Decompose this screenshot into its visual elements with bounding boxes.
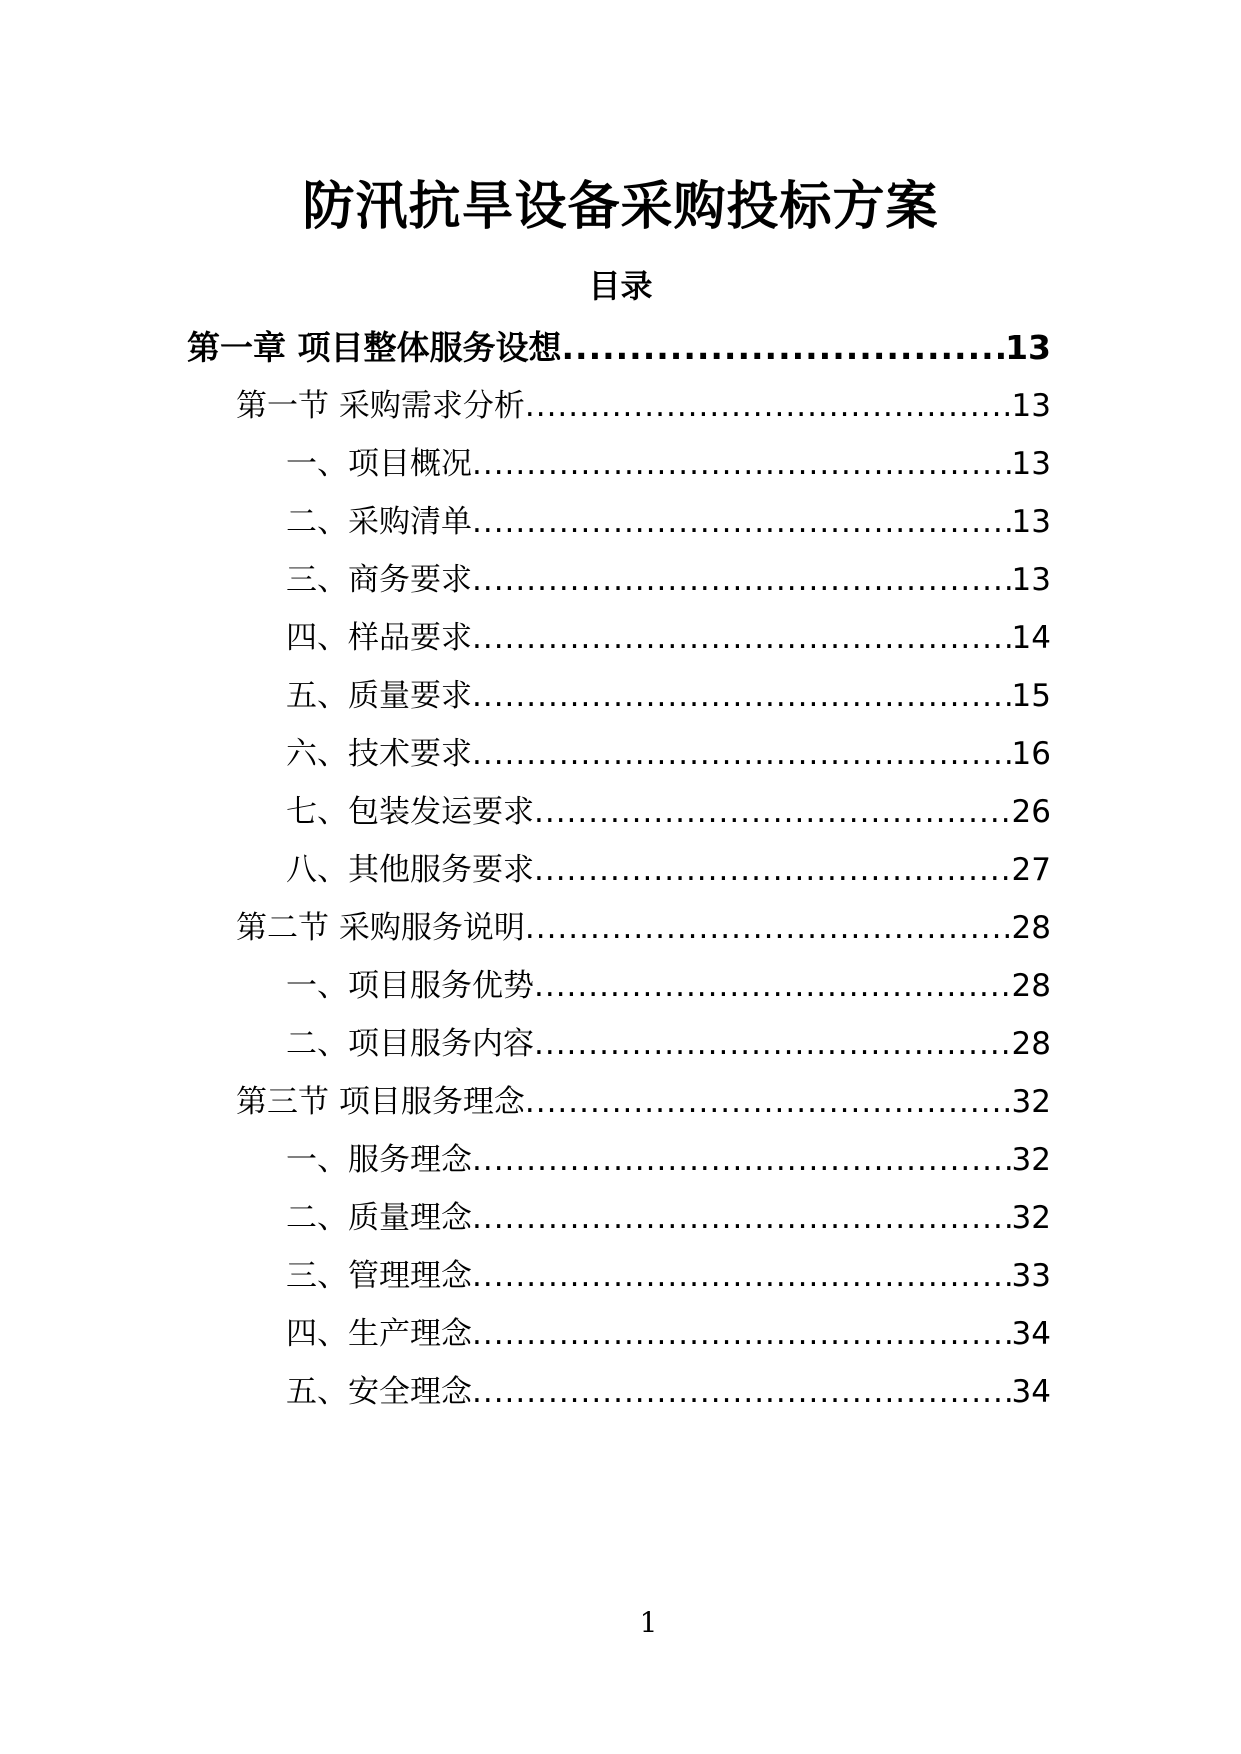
toc-entry-title: 三、管理理念 [286,1258,472,1294]
toc-leader-dots [525,900,1012,956]
toc-entry-subsection[interactable] [286,726,1051,782]
toc-entry-title: 第二节 采购服务说明 [236,910,525,946]
toc-leader-dots [472,726,1012,782]
toc-entry-subsection[interactable] [286,1132,1051,1188]
toc-entry-subsection[interactable] [286,1190,1051,1246]
toc-entry-title: 七、包装发运要求 [286,794,534,830]
toc-page-number: 14 [1011,620,1051,656]
page-number-footer: 1 [639,1606,658,1639]
toc-entry-title: 二、采购清单 [286,504,472,540]
toc-entry-subsection[interactable] [286,668,1051,724]
toc-entry-title: 五、安全理念 [286,1374,472,1410]
toc-page-number: 28 [1011,1026,1051,1062]
toc-leader-dots [472,1248,1012,1304]
toc-entry-title: 八、其他服务要求 [286,852,534,888]
toc-page-number: 13 [1011,388,1051,424]
toc-page-number: 27 [1011,852,1051,888]
toc-entry-section[interactable] [236,378,1051,434]
toc-leader-dots [534,842,1012,898]
toc-entry-subsection[interactable] [286,784,1051,840]
toc-leader-dots [472,552,1012,608]
toc-entry-title: 第一节 采购需求分析 [236,388,525,424]
toc-page-number: 16 [1011,736,1051,772]
toc-entry-subsection[interactable] [286,958,1051,1014]
toc-entry-subsection[interactable] [286,494,1051,550]
toc-page-number: 26 [1011,794,1051,830]
toc-page-number: 34 [1011,1374,1051,1410]
toc-heading: 目录 [588,267,653,305]
toc-page-number: 13 [1011,504,1051,540]
toc-entry-title: 一、项目概况 [286,446,472,482]
toc-entry-title: 第一章 项目整体服务设想 [187,328,562,367]
toc-entry-subsection[interactable] [286,436,1051,492]
toc-entry-subsection[interactable] [286,842,1051,898]
toc-entry-subsection[interactable] [286,610,1051,666]
toc-leader-dots [472,610,1012,666]
toc-page-number: 13 [1011,562,1051,598]
toc-page-number: 15 [1011,678,1051,714]
toc-entry-subsection[interactable] [286,552,1051,608]
toc-entry-title: 第三节 项目服务理念 [236,1084,525,1120]
toc-entry-subsection[interactable] [286,1248,1051,1304]
toc-page-number: 32 [1011,1142,1051,1178]
toc-leader-dots [472,494,1012,550]
toc-page-number: 32 [1011,1200,1051,1236]
toc-leader-dots [534,1016,1012,1072]
toc-page-number: 33 [1011,1258,1051,1294]
toc-entry-subsection[interactable] [286,1016,1051,1072]
toc-leader-dots [472,1132,1012,1188]
toc-entry-title: 四、生产理念 [286,1316,472,1352]
toc-entry-title: 四、样品要求 [286,620,472,656]
toc-entry-subsection[interactable] [286,1306,1051,1362]
toc-leader-dots [534,784,1012,840]
toc-page-number: 32 [1011,1084,1051,1120]
toc-entry-section[interactable] [236,900,1051,956]
toc-entry-section[interactable] [236,1074,1051,1130]
toc-page-number: 34 [1011,1316,1051,1352]
toc-entry-title: 一、项目服务优势 [286,968,534,1004]
toc-leader-dots [472,1190,1012,1246]
toc-entry-subsection[interactable] [286,1364,1051,1420]
toc-entry-title: 三、商务要求 [286,562,472,598]
toc-leader-dots [472,1364,1012,1420]
toc-page-number: 28 [1011,910,1051,946]
toc-entry-title: 一、服务理念 [286,1142,472,1178]
toc-leader-dots [534,958,1012,1014]
toc-entry-title: 五、质量要求 [286,678,472,714]
toc-page-number: 13 [1005,328,1051,367]
toc-entry-title: 二、项目服务内容 [286,1026,534,1062]
toc-leader-dots [525,1074,1012,1130]
toc-leader-dots [525,378,1012,434]
toc-entry-title: 六、技术要求 [286,736,472,772]
toc-page-number: 13 [1011,446,1051,482]
toc-entry-title: 二、质量理念 [286,1200,472,1236]
toc-entry-chapter[interactable] [187,320,1051,376]
toc-leader-dots [472,668,1012,724]
toc-leader-dots [562,320,1006,376]
toc-leader-dots [472,436,1012,492]
document-title: 防汛抗旱设备采购投标方案 [302,177,939,237]
toc-leader-dots [472,1306,1012,1362]
toc-page-number: 28 [1011,968,1051,1004]
